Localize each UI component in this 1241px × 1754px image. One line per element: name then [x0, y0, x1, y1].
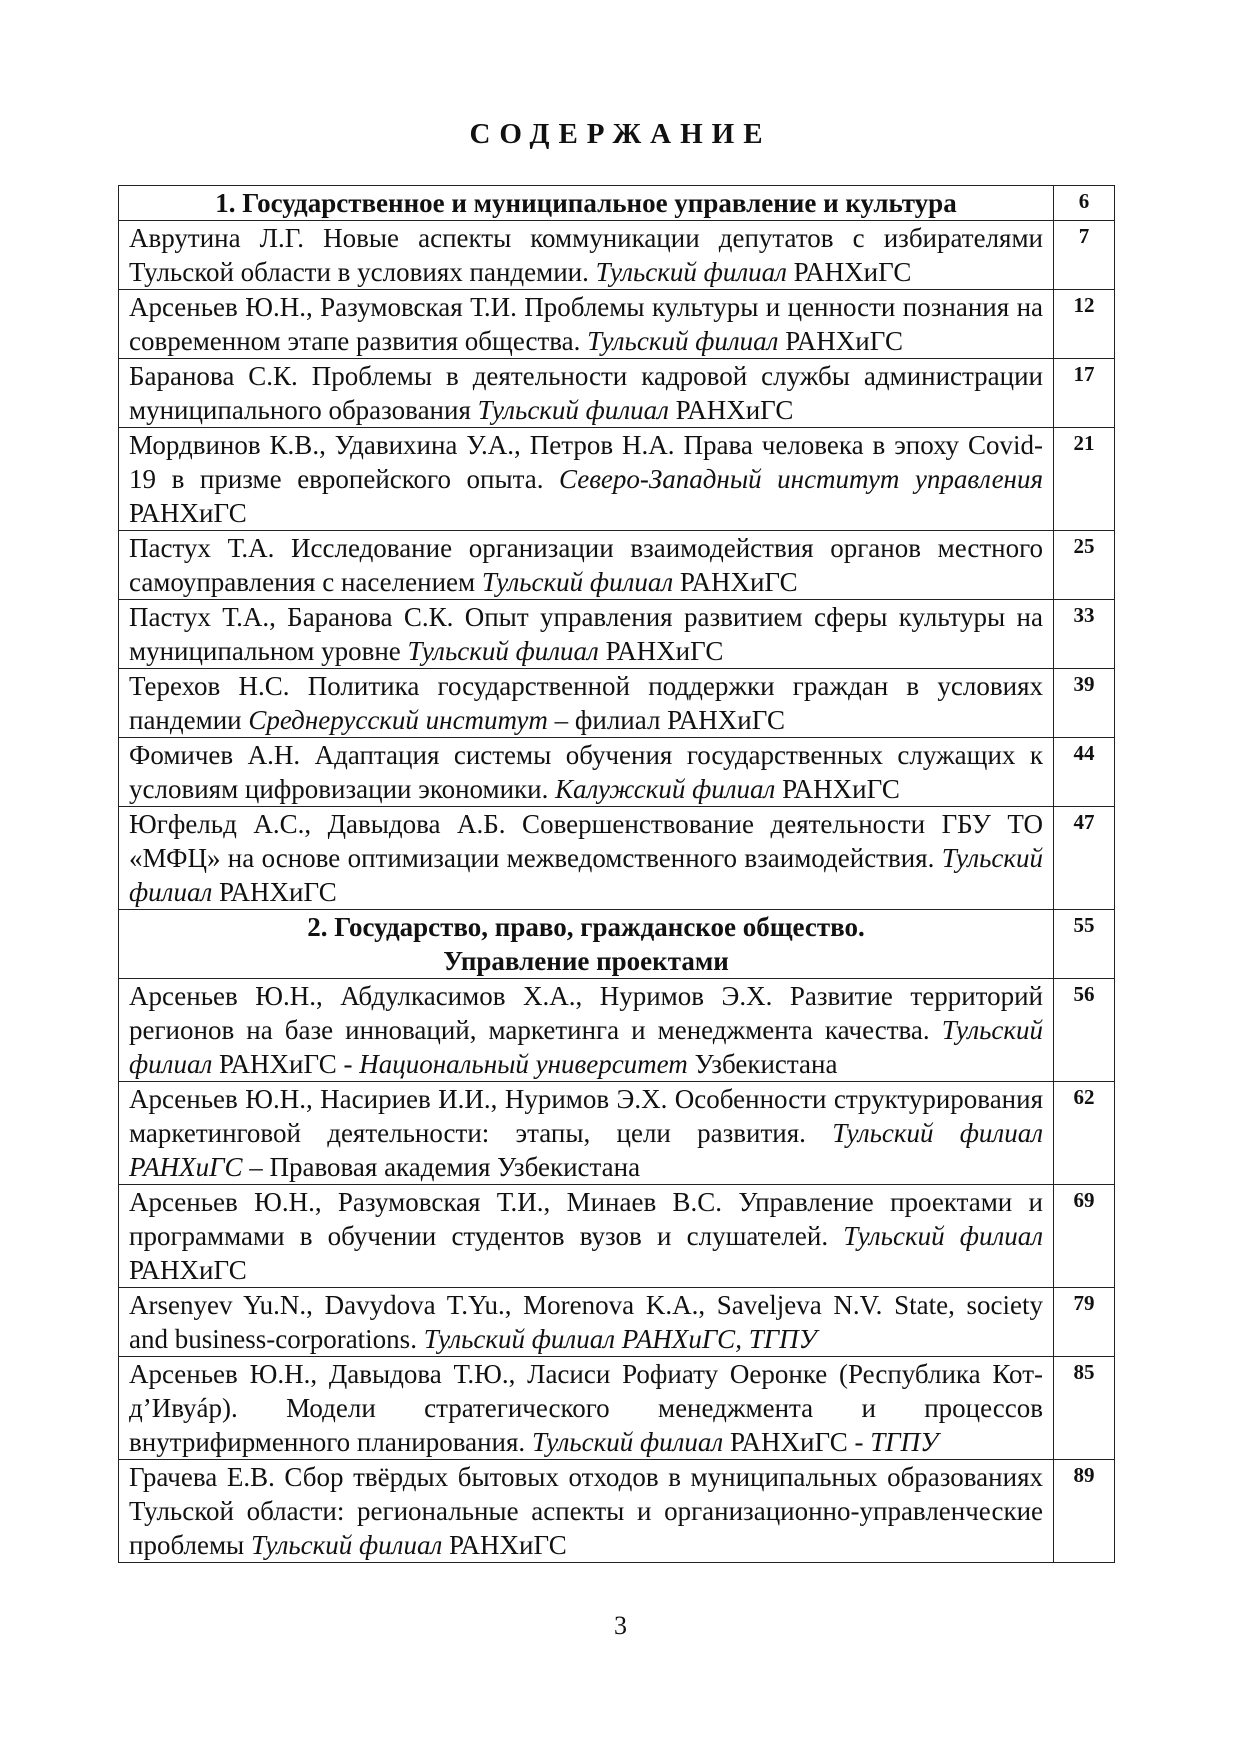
entry-tail: РАНХиГС [778, 326, 903, 356]
institution: Северо-Западный институт управления [559, 464, 1044, 494]
section-row [119, 910, 1115, 979]
entry-text: Арсеньев Ю.Н., Абдулкасимов Х.А., Нуримов Э.Х. Развитие территорий регионов на базе инноваций, маркетинга и менеджмента качества. [129, 981, 1043, 1045]
entry-tail: РАНХиГС [668, 395, 794, 425]
entry-title [119, 1357, 1054, 1460]
entry-title [119, 807, 1054, 910]
entry-row [119, 531, 1115, 600]
entry-text: Пастух Т.А., Баранова С.К. Опыт управления развитием сферы культуры на муниципальном уровне [129, 602, 1043, 666]
entry-row [119, 359, 1115, 428]
institution: Тульский филиал [481, 567, 674, 597]
entry-title [119, 428, 1054, 531]
institution: Тульский филиал [477, 395, 669, 425]
entry-title [119, 1288, 1054, 1357]
institution-2: Национальный университет [359, 1049, 688, 1079]
institution: Среднерусский институт [248, 705, 548, 735]
entry-row [119, 979, 1115, 1082]
entry-title [119, 1082, 1054, 1185]
page-ref: 21 [1054, 428, 1115, 531]
entry-title [119, 359, 1054, 428]
institution: Тульский филиал [595, 257, 787, 287]
section-row [119, 186, 1115, 221]
entry-row [119, 1288, 1115, 1357]
entry-title [119, 1185, 1054, 1288]
section-title [119, 186, 1054, 221]
entry-tail-2: Узбекистана [687, 1049, 838, 1079]
institution: Тульский филиал РАНХиГС [129, 1118, 1043, 1182]
entry-title [119, 531, 1054, 600]
section-title-line: Управление проектами [443, 946, 729, 976]
entry-row [119, 1460, 1115, 1563]
page-ref: 47 [1054, 807, 1115, 910]
entry-tail: – Правовая академия Узбекистана [242, 1152, 641, 1182]
entry-title [119, 979, 1054, 1082]
entry-title [119, 221, 1054, 290]
entry-tail: РАНХиГС [786, 257, 912, 287]
page-ref: 39 [1054, 669, 1115, 738]
entry-tail: РАНХиГС [129, 498, 247, 528]
page-ref: 89 [1054, 1460, 1115, 1563]
institution: Тульский филиал [587, 326, 779, 356]
entry-title [119, 669, 1054, 738]
entry-row [119, 1082, 1115, 1185]
institution: Тульский филиал [129, 843, 1043, 907]
entry-text: Югфельд А.С., Давыдова А.Б. Совершенствование деятельности ГБУ ТО «МФЦ» на основе оптимизации межведомственного взаимодействия. [129, 809, 1043, 873]
entry-text: Баранова С.К. Проблемы в деятельности кадровой службы администрации муниципального образования [129, 361, 1043, 425]
entry-tail: РАНХиГС [212, 877, 337, 907]
entry-row [119, 221, 1115, 290]
entry-row [119, 600, 1115, 669]
entry-tail: РАНХиГС [442, 1530, 567, 1560]
institution: Тульский филиал [531, 1427, 724, 1457]
entry-text: Фомичев А.Н. Адаптация системы обучения государственных служащих к условиям цифровизации экономики. [129, 740, 1043, 804]
institution: Тульский филиал [129, 1015, 1043, 1079]
page-title: СОДЕРЖАНИЕ [469, 118, 772, 150]
entry-row [119, 807, 1115, 910]
page-ref: 85 [1054, 1357, 1115, 1460]
entry-text: Аврутина Л.Г. Новые аспекты коммуникации депутатов с избирателями Тульской области в условиях пандемии. [129, 223, 1043, 287]
entry-row [119, 738, 1115, 807]
page-ref: 44 [1054, 738, 1115, 807]
entry-text: Arsenyev Yu.N., Davydova T.Yu., Morenova K.A., Saveljeva N.V. State, society and business-corporations. [129, 1290, 1043, 1354]
entry-row [119, 290, 1115, 359]
page-ref: 62 [1054, 1082, 1115, 1185]
contents-table [118, 185, 1115, 1563]
contents-table-body [119, 186, 1115, 1563]
entry-text: Мордвинов К.В., Удавихина У.А., Петров Н.А. Права человека в эпоху Covid-19 в призме европейского опыта. [129, 430, 1043, 494]
page-ref: 17 [1054, 359, 1115, 428]
section-title [119, 910, 1054, 979]
entry-tail: РАНХиГС [598, 636, 724, 666]
entry-row [119, 1357, 1115, 1460]
page-ref: 79 [1054, 1288, 1115, 1357]
entry-tail: РАНХиГС - [212, 1049, 360, 1079]
entry-title [119, 738, 1054, 807]
page-ref: 56 [1054, 979, 1115, 1082]
entry-tail: РАНХиГС - [723, 1427, 871, 1457]
entry-row [119, 669, 1115, 738]
entry-tail: РАНХиГС [673, 567, 798, 597]
entry-text: Арсеньев Ю.Н., Разумовская Т.И., Минаев В.С. Управление проектами и программами в обучении студентов вузов и слушателей. [129, 1187, 1043, 1251]
institution-2: ТГПУ [870, 1427, 939, 1457]
page-ref: 69 [1054, 1185, 1115, 1288]
entry-text: Терехов Н.С. Политика государственной поддержки граждан в условиях пандемии [129, 671, 1043, 735]
entry-text: Арсеньев Ю.Н., Давыдова Т.Ю., Ласиси Рофиату Оеронке (Республика Кот-д’Ивуáр). Модели стратегического менеджмента и процессов внутрифирменного планирования. [129, 1359, 1043, 1457]
entry-tail: РАНХиГС [775, 774, 900, 804]
entry-title [119, 290, 1054, 359]
section-title-line: 1. Государственное и муниципальное управление и культура [215, 188, 957, 218]
entry-title [119, 600, 1054, 669]
page-ref: 12 [1054, 290, 1115, 359]
entry-title [119, 1460, 1054, 1563]
institution: Тульский филиал [250, 1530, 443, 1560]
section-title-line: 2. Государство, право, гражданское общество. [307, 912, 865, 942]
entry-text: Пастух Т.А. Исследование организации взаимодействия органов местного самоуправления с населением [129, 533, 1043, 597]
page-number: 3 [614, 1611, 627, 1640]
entry-text: Арсеньев Ю.Н., Разумовская Т.И. Проблемы культуры и ценности познания на современном этапе развития общества. [129, 292, 1043, 356]
entry-text: Грачева Е.В. Сбор твёрдых бытовых отходов в муниципальных образованиях Тульской области: региональные аспекты и организационно-управленческие проблемы [129, 1462, 1043, 1560]
institution: Калужский филиал [555, 774, 776, 804]
page-ref: 55 [1054, 910, 1115, 979]
institution: Тульский филиал [407, 636, 599, 666]
page-ref: 7 [1054, 221, 1115, 290]
page-ref: 6 [1054, 186, 1115, 221]
page-ref: 33 [1054, 600, 1115, 669]
entry-row [119, 1185, 1115, 1288]
entry-text: Арсеньев Ю.Н., Насириев И.И., Нуримов Э.Х. Особенности структурирования маркетинговой деятельности: этапы, цели развития. [129, 1084, 1043, 1148]
page-ref: 25 [1054, 531, 1115, 600]
institution: Тульский филиал РАНХиГС, ТГПУ [423, 1324, 817, 1354]
entry-tail: – филиал РАНХиГС [547, 705, 785, 735]
entry-row [119, 428, 1115, 531]
entry-tail: РАНХиГС [129, 1255, 247, 1285]
institution: Тульский филиал [843, 1221, 1043, 1251]
